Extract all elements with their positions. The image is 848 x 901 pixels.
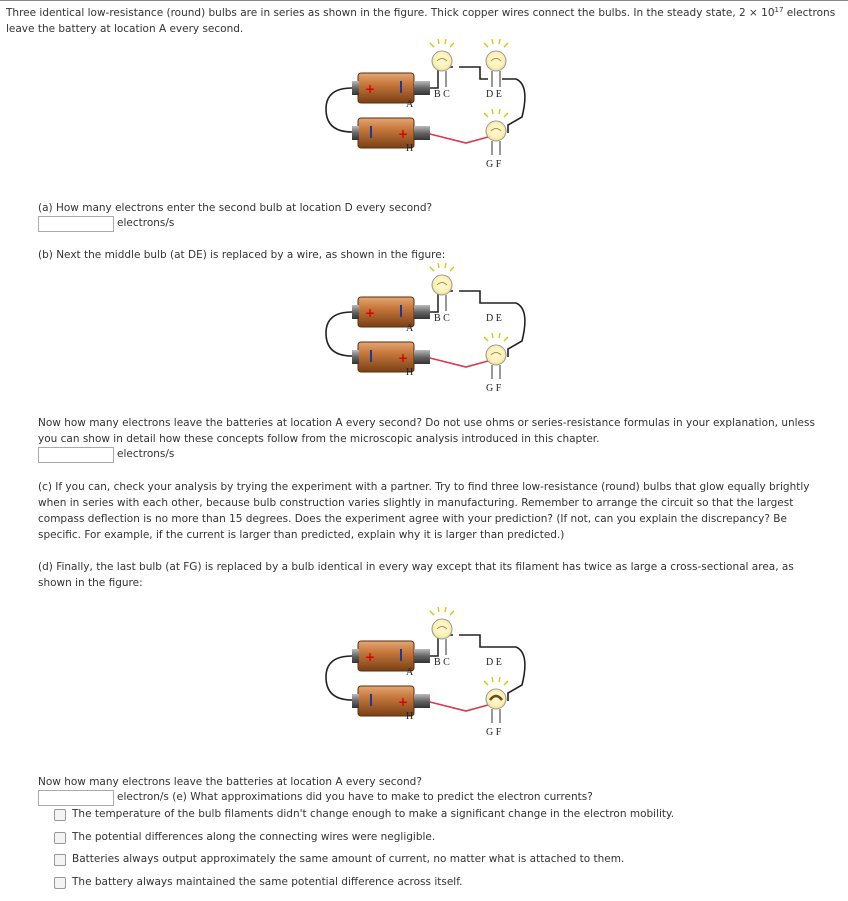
part-b-question-line-2: you can show in detail how these concepts follow from the microscopic analysis introduced in this chapter.: [38, 433, 600, 445]
plus-sign: +: [365, 306, 376, 320]
part-d-unit-and-part-e: electron/s (e) What approximations did you have to make to predict the electron currents?: [117, 791, 593, 803]
option-checkbox-1[interactable]: [54, 809, 66, 821]
part-d-line-1: (d) Finally, the last bulb (at FG) is replaced by a bulb identical in every way except that its filament has twice as large a cross-sectional area, as: [38, 561, 794, 573]
circuit-figure-3: [318, 605, 548, 743]
part-b-question-line-1: Now how many electrons leave the batteries at location A every second? Do not use ohms or series-resistance formulas in your explanation, unless: [38, 417, 815, 429]
label-de: D E: [486, 313, 502, 324]
plus-sign: +: [365, 82, 376, 96]
option-checkbox-3[interactable]: [54, 854, 66, 866]
part-c-line-4: specific. For example, if the current is larger than predicted, explain why it is larger than predicted.): [38, 529, 565, 541]
plus-sign: +: [365, 650, 376, 664]
label-a: A: [406, 99, 414, 110]
bulb-gf-thick-filament: [484, 677, 508, 723]
battery-bottom: [352, 118, 430, 148]
bulb-de: [484, 39, 508, 87]
bulb-bc: [430, 39, 454, 87]
option-label-2: The potential differences along the connecting wires were negligible.: [72, 831, 436, 843]
label-a: A: [406, 667, 414, 678]
part-a-question: (a) How many electrons enter the second bulb at location D every second?: [38, 202, 433, 214]
part-c-line-2: when in series with each other, because bulb construction varies slightly in manufacturing. Remember to arrange the circuit so that the largest: [38, 497, 794, 509]
part-d-question: Now how many electrons leave the batteries at location A every second?: [38, 776, 422, 788]
part-c-line-3: compass deflection is no more than 15 degrees. Does the experiment agree with your prediction? (If not, can you explain the discrepancy? Be: [38, 513, 787, 525]
part-d-line-2: shown in the figure:: [38, 577, 143, 589]
battery-top: [352, 73, 430, 103]
label-gf: G F: [486, 727, 502, 738]
plus-sign: +: [398, 695, 409, 709]
bulb-bc: [430, 263, 454, 311]
label-gf: G F: [486, 159, 502, 170]
part-d-answer-input[interactable]: [38, 790, 114, 806]
label-a: A: [406, 323, 414, 334]
bulb-bc: [430, 607, 454, 655]
battery-top: [352, 641, 430, 671]
part-c-line-1: (c) If you can, check your analysis by trying the experiment with a partner. Try to find three low-resistance (round) bulbs that glow equally brightly: [38, 481, 810, 493]
bulb-gf: [484, 109, 508, 155]
battery-top: [352, 297, 430, 327]
option-checkbox-4[interactable]: [54, 877, 66, 889]
option-checkbox-2[interactable]: [54, 832, 66, 844]
label-h: H: [406, 711, 414, 722]
part-b-intro: (b) Next the middle bulb (at DE) is replaced by a wire, as shown in the figure:: [38, 249, 446, 261]
label-bc: B C: [434, 313, 450, 324]
circuit-figure-2: [318, 261, 548, 399]
label-bc: B C: [434, 89, 450, 100]
label-h: H: [406, 367, 414, 378]
option-label-4: The battery always maintained the same potential difference across itself.: [72, 876, 463, 888]
circuit-figure-1: [318, 37, 548, 175]
option-label-1: The temperature of the bulb filaments didn't change enough to make a significant change in the electron mobility.: [72, 808, 675, 820]
part-b-unit: electrons/s: [117, 448, 175, 460]
plus-sign: +: [398, 127, 409, 141]
part-a-answer-input[interactable]: [38, 216, 114, 232]
part-a-unit: electrons/s: [117, 217, 175, 229]
battery-bottom: [352, 342, 430, 372]
plus-sign: +: [398, 351, 409, 365]
label-gf: G F: [486, 383, 502, 394]
label-h: H: [406, 143, 414, 154]
part-b-answer-input[interactable]: [38, 447, 114, 463]
intro-line-1: Three identical low-resistance (round) bulbs are in series as shown in the figure. Thick copper wires connect the bulbs. In the steady state, $2 \times 10^{17}$ electrons: [6, 6, 836, 19]
label-de: D E: [486, 89, 502, 100]
bulb-gf: [484, 333, 508, 379]
battery-bottom: [352, 686, 430, 716]
label-de: D E: [486, 657, 502, 668]
intro-line-2: leave the battery at location A every second.: [6, 23, 244, 35]
option-label-3: Batteries always output approximately the same amount of current, no matter what is attached to them.: [72, 853, 625, 865]
label-bc: B C: [434, 657, 450, 668]
